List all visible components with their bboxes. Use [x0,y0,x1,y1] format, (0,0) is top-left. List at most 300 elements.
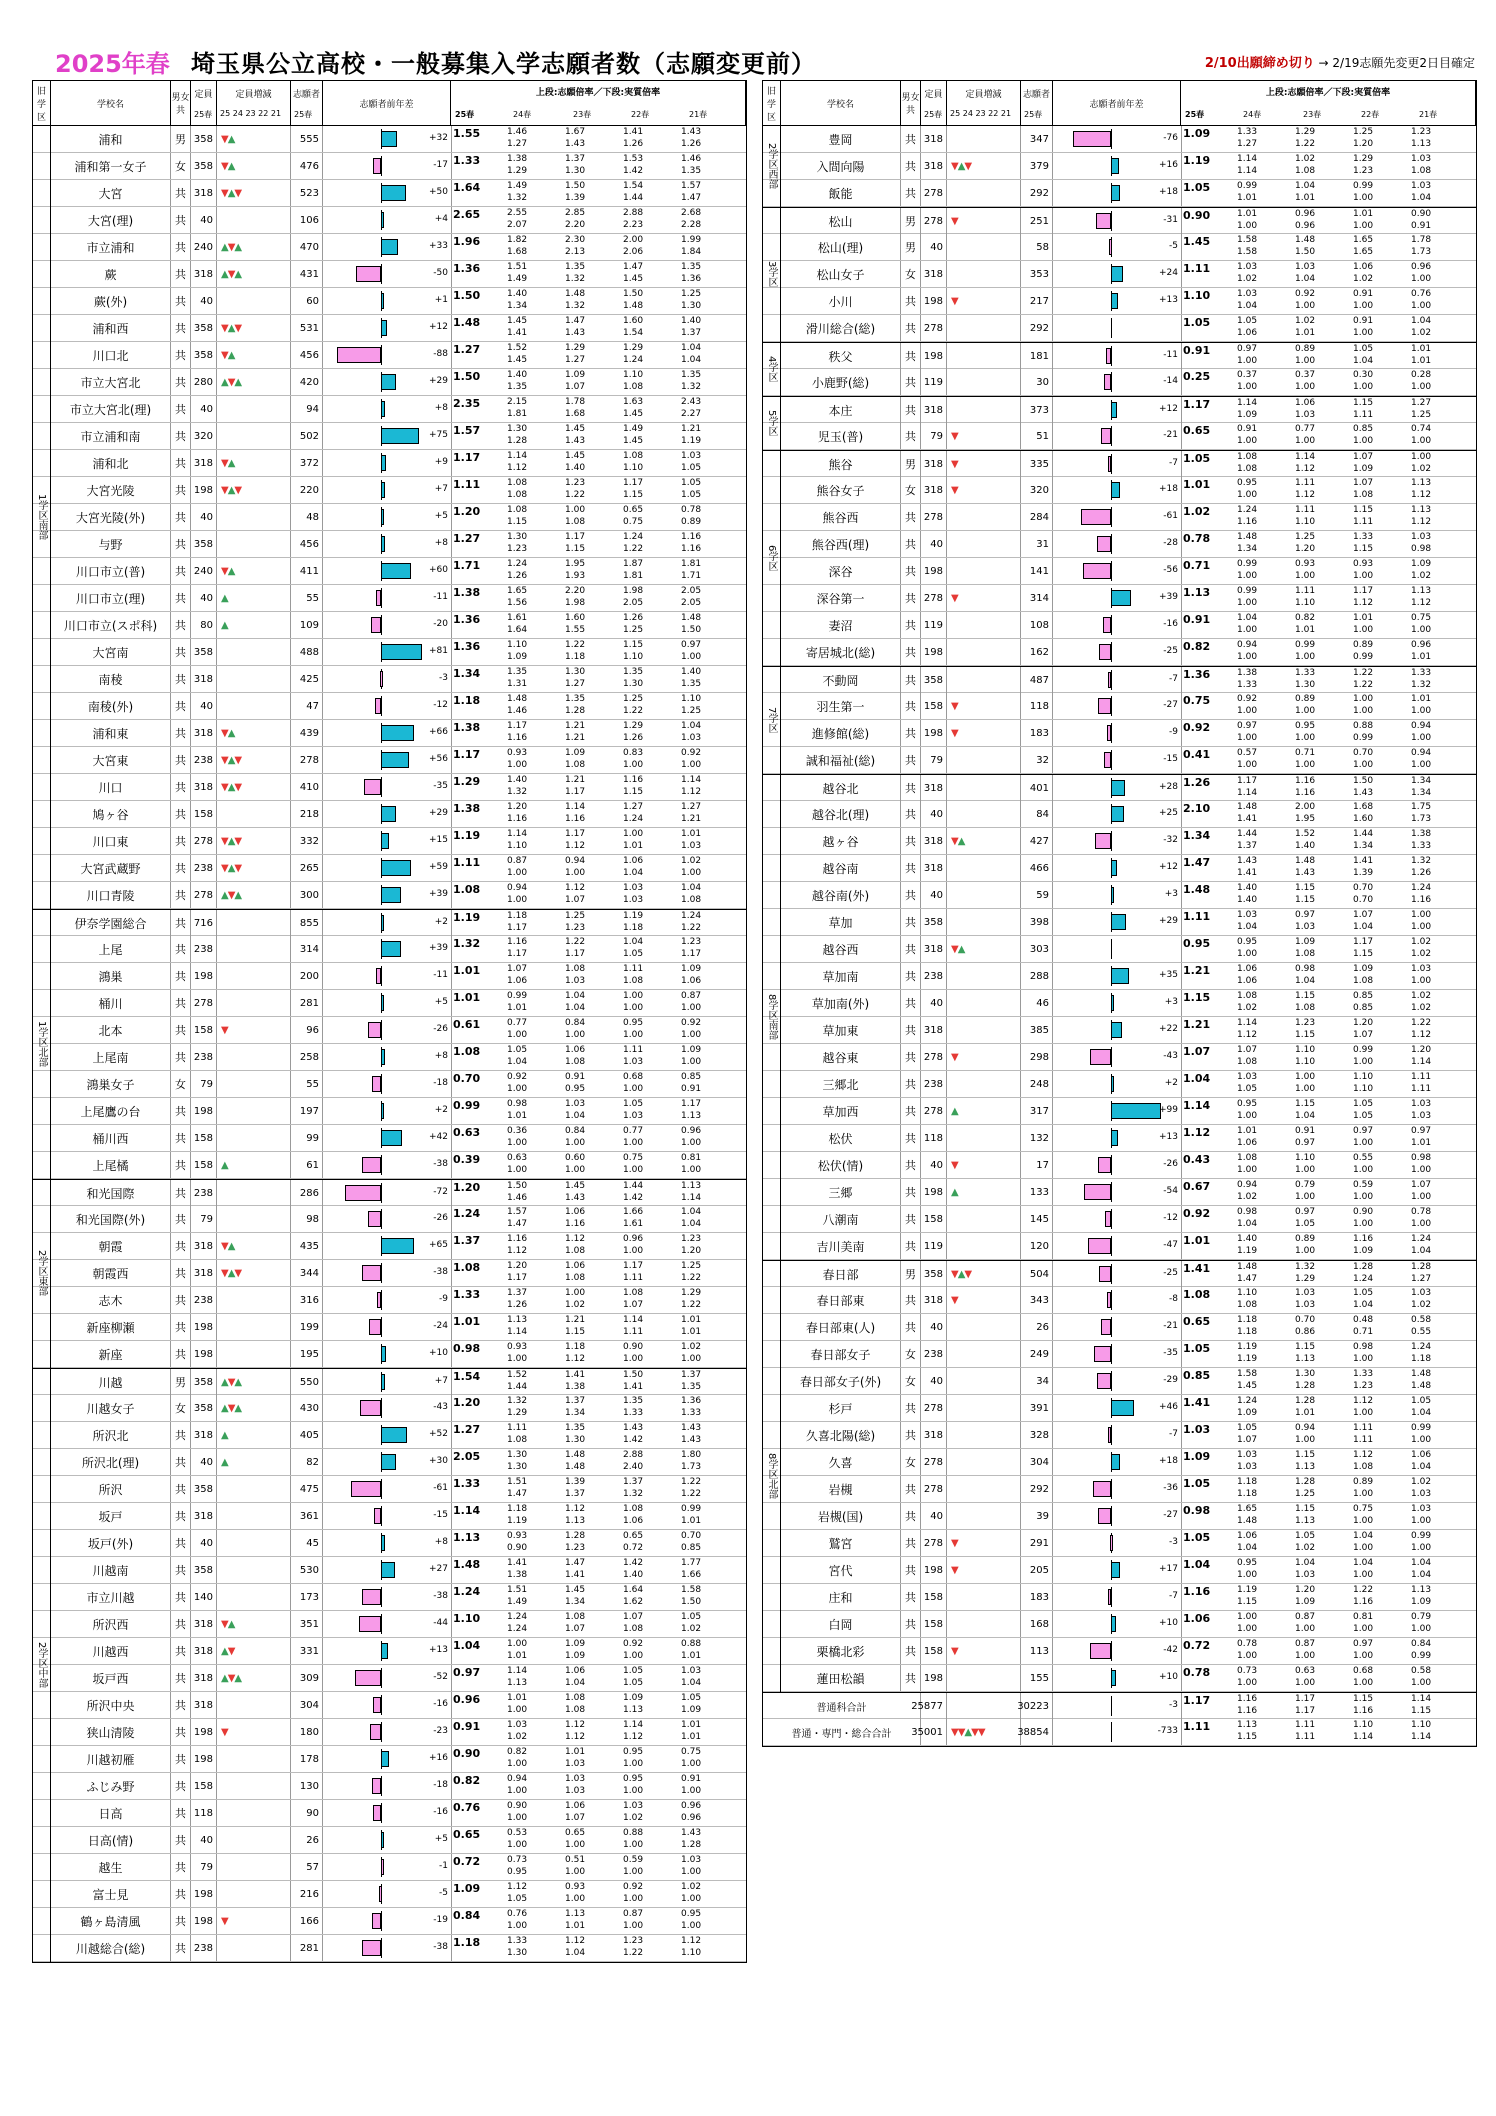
ratio-lower: 1.30 [565,166,586,176]
diff-bar-cell [1053,261,1182,287]
ratio-upper: 1.16 [1237,1694,1258,1704]
ratio-upper: 1.24 [681,911,702,921]
ratio-cell [1181,1314,1476,1340]
school-row [33,504,746,531]
ratio-upper: 1.03 [1237,1072,1258,1082]
decrease-bar [362,1157,381,1173]
ratio-upper: 1.46 [507,127,528,137]
ratio-2025: 1.26 [1183,776,1211,789]
ratio-lower: 1.34 [1237,544,1258,554]
diff-bar-cell [323,342,452,368]
capacity-cell: 238 [921,1071,947,1097]
ratio-lower: 1.04 [507,1057,528,1067]
school-name: 蕨(外) [51,288,171,314]
diff-bar-cell [1053,1422,1182,1448]
ratio-lower: 1.02 [507,1732,528,1742]
ratio-2025: 1.21 [1183,964,1211,977]
school-row [763,828,1476,855]
ratio-upper: 1.50 [565,181,586,191]
ratio-lower: 1.08 [1237,1300,1258,1310]
ratio-upper: 1.07 [1353,478,1374,488]
increase-bar [1111,887,1114,903]
ratio-upper: 1.13 [507,1315,528,1325]
ratio-lower: 1.32 [623,1489,644,1499]
ratio-2025: 0.96 [453,1693,481,1706]
ratio-lower: 1.33 [1237,680,1258,690]
school-name: 桶川 [51,990,171,1016]
gender-cell: 共 [171,1098,191,1124]
school-row [33,1206,746,1233]
gender-cell: 女 [171,153,191,179]
ratio-upper: 1.15 [1353,1694,1374,1704]
gender-cell: 共 [901,1611,921,1637]
capacity-cell: 198 [191,1881,217,1907]
gender-cell: 共 [901,1503,921,1529]
ratio-upper: 0.96 [681,1126,702,1136]
ratio-cell [451,1395,746,1421]
district-label: 2学区西部 [763,126,781,207]
ratio-upper: 1.49 [507,181,528,191]
ratio-2025: 1.20 [453,505,481,518]
ratio-cell [451,828,746,854]
diff-bar-cell [1053,504,1182,530]
ratio-2025: 1.01 [453,991,481,1004]
diff-value: +18 [1159,187,1178,197]
ratio-lower: 0.70 [1353,895,1374,905]
ratio-lower: 1.30 [1295,680,1316,690]
ratio-lower: 1.23 [1353,166,1374,176]
ratio-lower: 1.00 [507,1840,528,1850]
ratio-2025: 1.11 [1183,1720,1211,1733]
capacity-change-cell [217,855,291,881]
capacity-change-cell [217,882,291,908]
diff-bar-cell [323,1800,452,1826]
capacity-cell: 278 [921,1098,947,1124]
decrease-bar [1108,672,1112,688]
ratio-2025: 2.10 [1183,802,1211,815]
ratio-lower: 1.17 [565,949,586,959]
capacity-change-cell [947,531,1021,557]
diff-value: -38 [433,1159,448,1169]
gender-cell: 共 [901,504,921,530]
decrease-bar [1084,1184,1111,1200]
capacity-change-cell [947,208,1021,234]
capacity-cell: 238 [191,1935,217,1961]
school-name: 鷲宮 [781,1530,901,1556]
ratio-lower: 1.04 [681,1219,702,1229]
ratio-lower: 1.38 [565,1382,586,1392]
ratio-upper: 1.29 [623,343,644,353]
school-row [763,1044,1476,1071]
school-name: 草加南(外) [781,990,901,1016]
ratio-lower: 1.00 [565,1867,586,1877]
ratio-lower: 1.00 [1237,1111,1258,1121]
ratio-lower: 1.02 [681,1624,702,1634]
ratio-lower: 1.03 [565,1786,586,1796]
capacity-cell: 80 [191,612,217,638]
capacity-change-cell [217,1935,291,1961]
ratio-upper: 1.14 [1295,452,1316,462]
ratio-upper: 1.52 [1295,829,1316,839]
ratio-upper: 1.16 [623,775,644,785]
applicants-cell: 98 [291,1206,323,1232]
capacity-change-cell [217,1476,291,1502]
ratio-lower: 0.95 [565,1084,586,1094]
ratio-lower: 1.01 [1237,193,1258,203]
capacity-change-cell [217,1827,291,1853]
ratio-upper: 0.87 [507,856,528,866]
ratio-cell [451,1152,746,1178]
ratio-2025: 1.08 [1183,1288,1211,1301]
ratio-2025: 0.75 [1183,694,1211,707]
diff-bar-cell [323,1773,452,1799]
ratio-upper: 0.55 [1353,1153,1374,1163]
ratio-lower: 1.06 [1237,328,1258,338]
ratio-upper: 1.09 [623,1693,644,1703]
diff-value: +39 [1159,592,1178,602]
ratio-upper: 1.11 [1295,586,1316,596]
capacity-cell: 238 [191,747,217,773]
applicants-cell: 26 [291,1827,323,1853]
school-row [763,126,1476,153]
capacity-change-cell [947,1206,1021,1232]
ratio-upper: 2.55 [507,208,528,218]
applicants-cell: 108 [1021,612,1053,638]
diff-bar-cell [323,1584,452,1610]
school-name: 草加南 [781,963,901,989]
school-row [33,963,746,990]
ratio-upper: 1.04 [681,721,702,731]
gender-cell: 共 [171,1233,191,1259]
capacity-cell: 318 [191,1233,217,1259]
ratio-upper: 1.12 [565,1504,586,1514]
capacity-change-cell [947,882,1021,908]
ratio-lower: 1.03 [1411,1111,1432,1121]
school-name: 大宮光陵(外) [51,504,171,530]
bar-axis [381,1479,382,1499]
decrease-bar [372,1778,381,1794]
ratio-2025: 1.07 [1183,1045,1211,1058]
ratio-upper: 1.66 [623,1207,644,1217]
increase-icon: ▲ [234,376,242,388]
header-applicants-year: 25春 [1024,110,1043,119]
ratio-lower: 1.43 [565,328,586,338]
capacity-change-cell [217,1881,291,1907]
bar-axis [1111,346,1112,366]
ratio-upper: 1.48 [565,289,586,299]
ratio-upper: 0.48 [1353,1315,1374,1325]
ratio-2025: 1.10 [1183,289,1211,302]
diff-bar-cell [323,774,452,800]
ratio-lower: 1.00 [507,1165,528,1175]
ratio-lower: 1.00 [1353,571,1374,581]
bar-axis [1111,1264,1112,1284]
ratio-lower: 1.11 [1295,1732,1316,1742]
capacity-cell: 318 [921,828,947,854]
ratio-upper: 0.92 [623,1882,644,1892]
ratio-upper: 0.59 [623,1855,644,1865]
ratio-lower: 1.12 [1353,598,1374,608]
school-name: 三郷 [781,1179,901,1205]
school-row [763,1422,1476,1449]
ratio-cell [1181,1395,1476,1421]
ratio-lower: 1.00 [565,1840,586,1850]
capacity-cell: 158 [191,801,217,827]
ratio-lower: 1.00 [507,1138,528,1148]
ratio-upper: 1.43 [681,127,702,137]
ratio-lower: 1.11 [1353,517,1374,527]
ratio-lower: 1.56 [507,598,528,608]
school-row [763,180,1476,207]
gender-cell: 共 [171,1503,191,1529]
gender-cell: 共 [901,153,921,179]
ratio-cell [1181,667,1476,693]
decrease-icon: ▼ [964,1268,972,1280]
header-applicants: 志願者 [1021,81,1053,125]
ratio-lower: 1.00 [1411,976,1432,986]
ratio-lower: 1.08 [507,490,528,500]
bar-axis [381,1263,382,1283]
ratio-upper: 1.26 [623,613,644,623]
gender-cell: 共 [901,1071,921,1097]
ratio-lower: 1.00 [623,1894,644,1904]
ratio-lower: 2.06 [623,247,644,257]
ratio-upper: 1.08 [1237,991,1258,1001]
school-name: 狭山清陵 [51,1719,171,1745]
decrease-icon: ▼ [951,160,958,172]
ratio-upper: 1.01 [681,1315,702,1325]
ratio-lower: 1.26 [623,139,644,149]
ratio-lower: 1.01 [681,1732,702,1742]
gender-cell: 共 [901,612,921,638]
ratio-upper: 1.15 [1295,1450,1316,1460]
ratio-cell [451,1935,746,1961]
diff-value: -1 [439,1861,448,1871]
bar-axis [1111,1425,1112,1445]
bar-axis [1111,1317,1112,1337]
decrease-bar [1093,1481,1111,1497]
decrease-icon: ▼ [951,295,958,307]
applicants-cell: 309 [291,1665,323,1691]
ratio-2025: 0.85 [1183,1369,1211,1382]
ratio-cell [1181,1206,1476,1232]
ratio-upper: 1.10 [507,640,528,650]
ratio-cell [1181,1530,1476,1556]
ratio-upper: 0.70 [1353,748,1374,758]
applicants-cell: 130 [291,1773,323,1799]
diff-bar-cell [323,1341,452,1367]
gender-cell: 共 [901,639,921,665]
ratio-lower: 1.00 [1353,328,1374,338]
ratio-upper: 1.14 [507,829,528,839]
diff-bar-cell [1053,1530,1182,1556]
ratio-lower: 1.00 [1295,382,1316,392]
ratio-upper: 1.20 [1295,1585,1316,1595]
diff-bar-cell [323,1854,452,1880]
decrease-bar [1098,698,1112,714]
applicants-cell: 200 [291,963,323,989]
ratio-upper: 0.68 [1353,1666,1374,1676]
applicants-cell: 59 [1021,882,1053,908]
school-name: 熊谷女子 [781,477,901,503]
ratio-upper: 1.15 [1295,1504,1316,1514]
ratio-lower: 1.12 [623,1732,644,1742]
diff-bar-cell [1053,1503,1182,1529]
ratio-lower: 1.00 [1237,1624,1258,1634]
ratio-2025: 1.12 [1183,1126,1211,1139]
ratio-upper: 1.03 [1411,1288,1432,1298]
diff-value: -88 [433,349,448,359]
increase-bar [381,1346,386,1362]
ratio-2025: 1.01 [1183,1234,1211,1247]
applicants-cell: 96 [291,1017,323,1043]
applicants-cell: 155 [1021,1665,1053,1691]
applicants-cell: 303 [1021,936,1053,962]
ratio-upper: 0.99 [1411,1531,1432,1541]
ratio-cell [451,747,746,773]
ratio-upper: 1.19 [1237,1585,1258,1595]
school-name: 小鹿野(総) [781,369,901,395]
bar-axis [381,1290,382,1310]
diff-bar-cell [1053,639,1182,665]
ratio-2025: 1.38 [453,721,481,734]
capacity-cell: 198 [921,558,947,584]
ratio-lower: 1.04 [565,1948,586,1958]
bar-axis [1111,750,1112,770]
decrease-icon: ▼ [234,835,242,847]
gender-cell: 共 [901,558,921,584]
capacity-cell: 318 [191,261,217,287]
decrease-icon: ▼ [221,727,228,739]
ratio-cell [1181,1611,1476,1637]
ratio-lower: 1.81 [623,571,644,581]
ratio-lower: 1.22 [623,1948,644,1958]
capacity-change-cell [947,1422,1021,1448]
ratio-2025: 1.04 [1183,1558,1211,1571]
increase-bar [1111,1616,1116,1632]
diff-bar-cell [1053,1179,1182,1205]
ratio-upper: 0.77 [623,1126,644,1136]
capacity-cell: 119 [921,369,947,395]
header-ratio-year: 23春 [1303,110,1322,119]
diff-bar-cell [323,1287,452,1313]
ratio-lower: 1.02 [1411,464,1432,474]
ratio-lower: 1.03 [1295,1570,1316,1580]
ratio-lower: 1.14 [1237,788,1258,798]
ratio-upper: 1.80 [681,1450,702,1460]
ratio-lower: 1.35 [681,1382,702,1392]
school-row [33,585,746,612]
ratio-upper: 0.91 [1353,289,1374,299]
capacity-cell: 40 [921,990,947,1016]
ratio-lower: 1.06 [623,1516,644,1526]
ratio-upper: 1.35 [623,1396,644,1406]
diff-value: +24 [1159,268,1178,278]
ratio-lower: 1.32 [565,301,586,311]
ratio-upper: 1.58 [1237,235,1258,245]
school-row [763,963,1476,990]
ratio-2025: 1.01 [453,1315,481,1328]
ratio-upper: 0.96 [623,1234,644,1244]
school-row [763,585,1476,612]
ratio-lower: 1.00 [681,652,702,662]
diff-bar-cell [323,1422,452,1448]
gender-cell: 共 [171,1044,191,1070]
bar-axis [1111,615,1112,635]
gender-cell: 共 [901,126,921,152]
ratio-upper: 1.21 [565,721,586,731]
applicants-cell: 475 [291,1476,323,1502]
ratio-lower: 1.00 [1237,733,1258,743]
applicants-cell: 456 [291,531,323,557]
ratio-upper: 1.58 [681,1585,702,1595]
ratio-upper: 1.61 [507,613,528,623]
diff-value: -56 [1163,565,1178,575]
ratio-lower: 1.04 [623,868,644,878]
header-change: 定員増減 [947,81,1021,125]
applicants-cell: 398 [1021,909,1053,935]
ratio-upper: 1.47 [623,262,644,272]
applicants-cell: 278 [291,747,323,773]
ratio-cell [451,693,746,719]
ratio-cell [451,1125,746,1151]
ratio-upper: 1.18 [565,1342,586,1352]
ratio-upper: 0.93 [1295,559,1316,569]
diff-value: -3 [1169,1700,1178,1710]
ratio-cell [451,1422,746,1448]
ratio-upper: 1.02 [681,856,702,866]
gender-cell: 共 [171,1584,191,1610]
school-row [763,207,1476,234]
ratio-upper: 1.22 [565,937,586,947]
ratio-lower: 1.08 [623,976,644,986]
capacity-change-cell [947,990,1021,1016]
ratio-upper: 0.97 [1411,1126,1432,1136]
diff-value: -9 [1169,727,1178,737]
ratio-lower: 1.13 [681,1111,702,1121]
diff-value: +12 [1159,862,1178,872]
diff-bar-cell [323,1719,452,1745]
school-name: 熊谷西 [781,504,901,530]
school-row [33,1233,746,1260]
ratio-lower: 1.12 [1411,517,1432,527]
school-name: 坂戸(外) [51,1530,171,1556]
increase-icon: ▲ [221,1376,228,1388]
diff-bar-cell [323,288,452,314]
ratio-lower: 1.00 [1295,1624,1316,1634]
ratio-lower: 1.00 [1353,382,1374,392]
diff-value: +7 [434,484,448,494]
ratio-lower: 1.01 [681,1327,702,1337]
ratio-upper: 1.40 [681,667,702,677]
ratio-upper: 1.18 [1237,1477,1258,1487]
ratio-lower: 1.00 [1411,1516,1432,1526]
ratio-lower: 1.06 [1237,1138,1258,1148]
ratio-upper: 1.15 [1295,1099,1316,1109]
ratio-lower: 1.17 [565,787,586,797]
increase-bar [381,1130,402,1146]
applicants-cell: 199 [291,1314,323,1340]
bar-axis [381,966,382,986]
ratio-upper: 0.63 [507,1153,528,1163]
school-row [33,1449,746,1476]
ratio-upper: 1.15 [1353,398,1374,408]
ratio-upper: 1.08 [623,451,644,461]
school-name: 松山(理) [781,234,901,260]
school-name: 所沢 [51,1476,171,1502]
decrease-icon: ▼ [221,133,228,145]
ratio-lower: 1.24 [623,814,644,824]
